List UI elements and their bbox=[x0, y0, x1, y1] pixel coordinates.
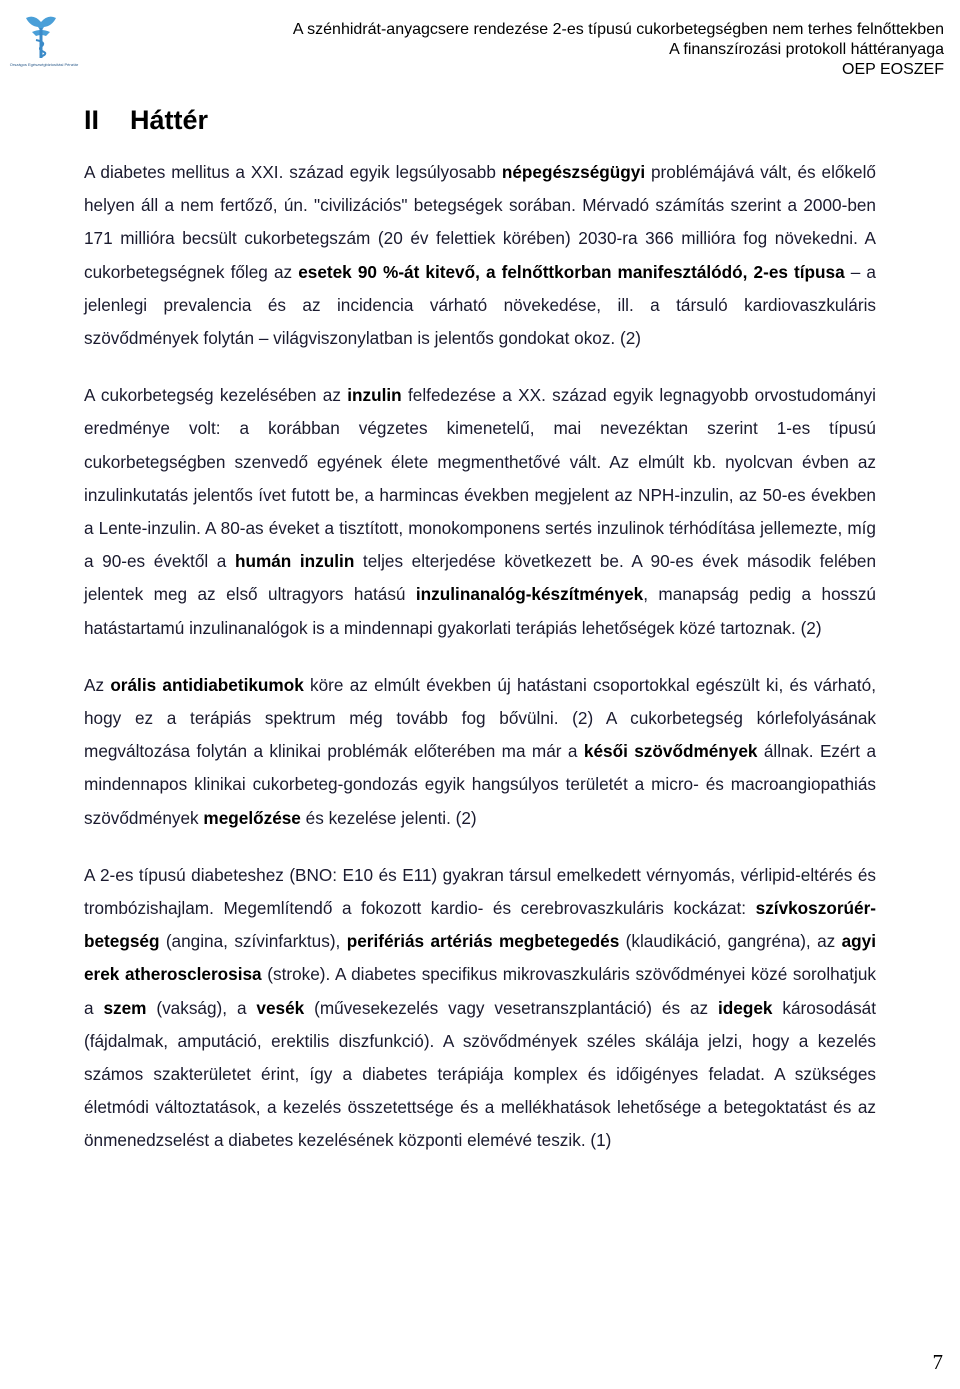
section-number: II bbox=[84, 105, 100, 135]
paragraph bbox=[84, 859, 876, 1158]
text-run: A 2-es típusú diabeteshez (BNO: E10 és E11) gyakran társul emelkedett vérnyomás, vérlipid-eltérés és trombózishajlam. Megemlítendő a fokozott kardio- és cerebrovaszkuláris kockázat: bbox=[84, 864, 876, 919]
bold-term: szívkoszorúér-betegség bbox=[84, 898, 876, 952]
text-run: (angina, szívinfarktus), bbox=[159, 931, 347, 952]
bold-term: humán inzulin bbox=[234, 551, 355, 572]
text-run: felfedezése a XX. század egyik legnagyobb orvostudományi eredménye volt: a korábban végzetes kimenetelű, mai nevezéktan szerint 1-es típusú cukorbetegségben szenvedő egyének élete megmenthetővé vált. Az elmúlt kb. nyolcvan évben az inzulinkutatás jelentős ívet futott be, a harmincas években megjelent az NPH-inzulin, az 50-es években a Lente-inzulin. A 80-as éveket a tisztított, monokomponens sertés inzulinok térhódítása jellemezte, míg a 90-es évektől a bbox=[84, 385, 876, 572]
header-title: A szénhidrát-anyagcsere rendezése 2-es típusú cukorbetegségben nem terhes felnőttekben bbox=[292, 21, 944, 38]
header-subtitle: A finanszírozási protokoll háttéranyaga bbox=[669, 41, 944, 58]
text-run: állnak. Ezért a mindennapos klinikai cukorbeteg-gondozás egyik hangsúlyos területét a micro- és macroangiopathiás szövődmények bbox=[84, 741, 877, 828]
bold-term: inzulinanalóg-készítmények bbox=[415, 584, 644, 605]
body-text bbox=[84, 156, 876, 1182]
text-run: teljes elterjedése következett be. A 90-es évek második felében jelentek meg az első ultragyors hatású bbox=[84, 551, 876, 605]
document-header bbox=[293, 20, 944, 80]
bold-term: népegészségügyi bbox=[501, 162, 646, 182]
logo-text: Országos Egészségbiztosítási Pénztár bbox=[9, 62, 79, 67]
text-run: – a jelenlegi prevalencia és az incidencia várható növekedése, ill. a társuló kardiovaszkuláris szövődmények folytán – világviszonylatban is jelentős gondokat okoz. (2) bbox=[84, 261, 876, 349]
bold-term: esetek 90 %-át kitevő, a felnőttkorban manifesztálódó, 2-es típusa bbox=[298, 261, 845, 282]
bold-term: agyi erek atherosclerosisa bbox=[84, 931, 876, 985]
bold-term: perifériás artériás megbetegedés bbox=[346, 931, 620, 952]
oep-logo-icon bbox=[6, 12, 76, 62]
text-run: (stroke). A diabetes specifikus mikrovaszkuláris szövődményei közé sorolhatjuk a bbox=[84, 964, 877, 1018]
text-run: (művesekezelés vagy vesetranszplantáció) és az bbox=[304, 997, 719, 1018]
section-title: Háttér bbox=[130, 105, 209, 135]
text-run: A diabetes mellitus a XXI. század egyik legsúlyosabb bbox=[84, 162, 502, 182]
header-org: OEP EOSZEF bbox=[842, 61, 944, 78]
bold-term: megelőzése bbox=[203, 807, 301, 828]
bold-term: késői szövődmények bbox=[583, 741, 758, 762]
bold-term: vesék bbox=[256, 997, 305, 1018]
bold-term: orális antidiabetikumok bbox=[110, 674, 304, 695]
bold-term: szem bbox=[103, 997, 147, 1018]
page-number: 7 bbox=[932, 1350, 943, 1374]
text-run: problémájává vált, és előkelő helyen áll a nem fertőző, ún. "civilizációs" betegségek sorában. Mérvadó számítás szerint a 2000-ben 171 millióra becsült cukorbetegszám (20 év felettiek körében) 2030-ra 366 millióra fog növekedni. A cukorbetegségnek főleg az bbox=[84, 162, 876, 282]
section-heading bbox=[84, 105, 208, 136]
bold-term: inzulin bbox=[347, 385, 402, 406]
paragraph bbox=[84, 156, 876, 355]
text-run: köre az elmúlt években új hatástani csoportokkal egészült ki, és várható, hogy ez a terápiás spektrum még tovább fog bővülni. (2) A cukorbetegség kórlefolyásának megváltozása folytán a klinikai problémák előterében ma már a bbox=[84, 674, 876, 762]
text-run: (vakság), a bbox=[146, 997, 257, 1018]
paragraph bbox=[84, 379, 876, 645]
text-run: (klaudikáció, gangréna), az bbox=[619, 931, 842, 952]
text-run: , manapság pedig a hosszú hatástartamú inzulinanalógok is a mindennapi gyakorlati terápiás lehetőségek közé tartoznak. (2) bbox=[84, 584, 876, 638]
text-run: károsodását (fájdalmak, amputáció, erektilis diszfunkció). A szövődmények széles skálája jelzi, hogy a kezelés számos szakterületet érint, így a diabetes terápiája komplex és időigényes feladat. A szükséges életmódi változtatások, a kezelés összetettsége és a mellékhatások lehetősége a betegoktatást és az önmenedzselést a diabetes kezelésének központi elemévé teszik. (1) bbox=[84, 997, 876, 1151]
text-run: és kezelése jelenti. (2) bbox=[300, 807, 477, 828]
oep-logo bbox=[6, 12, 79, 72]
text-run: A cukorbetegség kezelésében az bbox=[84, 385, 348, 406]
text-run: Az bbox=[84, 674, 111, 695]
paragraph bbox=[84, 669, 876, 835]
bold-term: idegek bbox=[718, 997, 773, 1018]
